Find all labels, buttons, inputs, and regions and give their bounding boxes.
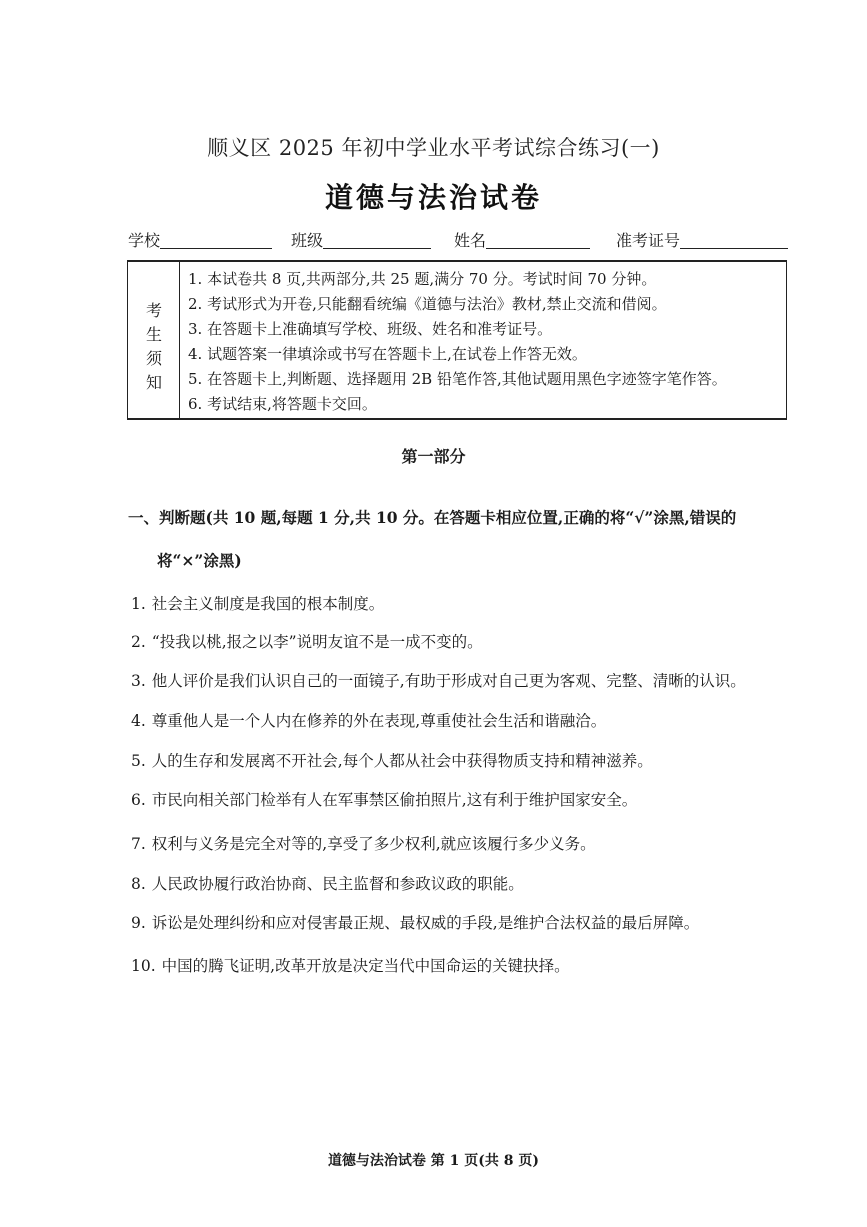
notice-label-char: 考: [145, 301, 162, 320]
exam-title: 顺义区 2025 年初中学业水平考试综合练习(一): [207, 136, 660, 160]
notice-label-column: [128, 262, 180, 418]
section-heading: 一、判断题(共 10 题,每题 1 分,共 10 分。在答题卡相应位置,正确的将“√”涂黑,错误的: [128, 508, 737, 527]
question-number: 3.: [131, 672, 146, 690]
info-name-label: 姓名: [454, 231, 487, 250]
info-class: [291, 228, 431, 251]
question-number: 1.: [131, 595, 146, 613]
question-text: “投我以桃,报之以李”说明友谊不是一成不变的。: [151, 633, 483, 651]
question-item: [131, 709, 606, 731]
question-number: 4.: [131, 712, 146, 730]
question-number: 2.: [131, 633, 146, 651]
question-number: 6.: [131, 791, 146, 809]
info-exam-id-label: 准考证号: [616, 231, 681, 250]
section-heading-continued: 将“×”涂黑): [157, 551, 242, 570]
question-item: [131, 592, 384, 614]
candidate-notice-box: [127, 260, 787, 420]
question-item: [131, 954, 570, 976]
info-exam-id-blank: [680, 232, 788, 249]
notice-label-char: 须: [145, 349, 162, 368]
question-number: 10.: [131, 957, 156, 975]
question-number: 8.: [131, 875, 146, 893]
notice-item: 4. 试题答案一律填涂或书写在答题卡上,在试卷上作答无效。: [188, 345, 587, 363]
question-text: 市民向相关部门检举有人在军事禁区偷拍照片,这有利于维护国家安全。: [151, 791, 638, 809]
info-name-blank: [486, 232, 590, 249]
question-text: 人民政协履行政治协商、民主监督和参政议政的职能。: [151, 875, 524, 893]
question-item: [131, 669, 746, 691]
question-text: 人的生存和发展离不开社会,每个人都从社会中获得物质支持和精神滋养。: [151, 752, 653, 770]
question-item: [131, 872, 524, 894]
part-title: 第一部分: [401, 447, 466, 466]
notice-item: 5. 在答题卡上,判断题、选择题用 2B 铅笔作答,其他试题用黑色字迹签字笔作答。: [188, 370, 727, 388]
page-footer: 道德与法治试卷 第 1 页(共 8 页): [327, 1153, 540, 1169]
info-class-blank: [323, 232, 431, 249]
question-text: 诉讼是处理纠纷和应对侵害最正规、最权威的手段,是维护合法权益的最后屏障。: [151, 914, 700, 932]
notice-item: 3. 在答题卡上准确填写学校、班级、姓名和准考证号。: [188, 320, 553, 338]
question-number: 9.: [131, 914, 146, 932]
info-school-label: 学校: [128, 231, 161, 250]
question-text: 他人评价是我们认识自己的一面镜子,有助于形成对自己更为客观、完整、清晰的认识。: [151, 672, 746, 690]
question-item: [131, 911, 699, 933]
question-number: 7.: [131, 835, 146, 853]
question-text: 权利与义务是完全对等的,享受了多少权利,就应该履行多少义务。: [151, 835, 596, 853]
question-item: [131, 832, 596, 854]
question-text: 尊重他人是一个人内在修养的外在表现,尊重使社会生活和谐融洽。: [151, 712, 607, 730]
student-info-row: [128, 228, 788, 254]
exam-subject-title: 道德与法治试卷: [324, 181, 542, 214]
question-text: 中国的腾飞证明,改革开放是决定当代中国命运的关键抉择。: [161, 957, 570, 975]
info-exam-id: [616, 228, 788, 251]
question-item: [131, 749, 653, 771]
notice-item: 2. 考试形式为开卷,只能翻看统编《道德与法治》教材,禁止交流和借阅。: [188, 295, 667, 313]
info-school-blank: [160, 232, 272, 249]
notice-label-char: 生: [145, 325, 162, 344]
question-number: 5.: [131, 752, 146, 770]
info-school: [128, 228, 272, 251]
notice-label-char: 知: [145, 373, 162, 392]
question-item: [131, 788, 637, 810]
question-text: 社会主义制度是我国的根本制度。: [151, 595, 385, 613]
notice-item: 6. 考试结束,将答题卡交回。: [188, 395, 377, 413]
question-item: [131, 630, 483, 652]
info-name: [454, 228, 590, 251]
notice-item: 1. 本试卷共 8 页,共两部分,共 25 题,满分 70 分。考试时间 70 分钟。: [188, 270, 657, 288]
info-class-label: 班级: [291, 231, 324, 250]
